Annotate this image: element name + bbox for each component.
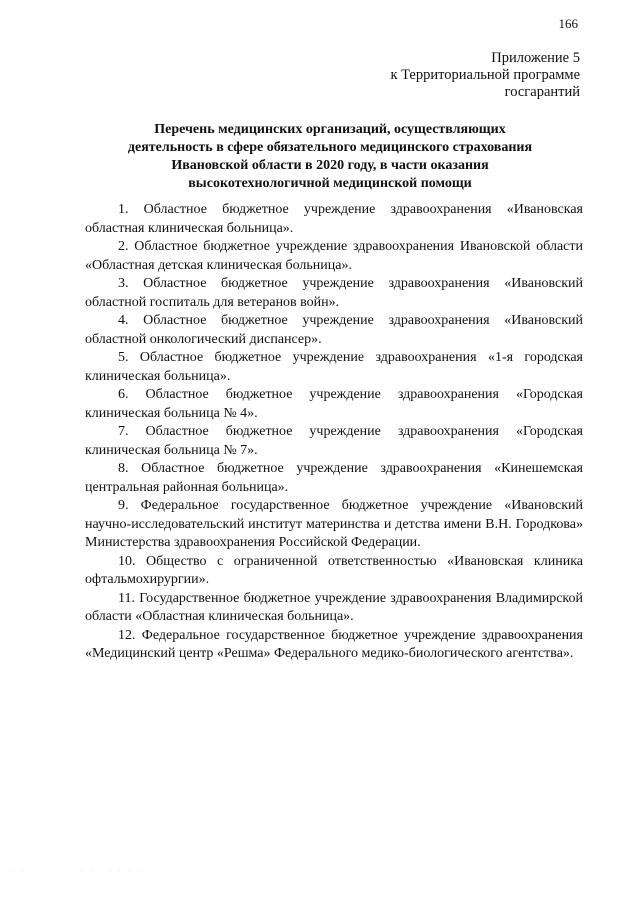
organizations-list <box>85 201 583 664</box>
title-line-4: высокотехнологичной медицинской помощи <box>188 176 472 191</box>
list-item: 2. Областное бюджетное учреждение здравоохранения Ивановской области «Областная детская клиническая больница». <box>85 239 583 273</box>
list-item: 8. Областное бюджетное учреждение здравоохранения «Кинешемская центральная районная больница». <box>85 461 583 495</box>
list-item: 5. Областное бюджетное учреждение здравоохранения «1-я городская клиническая больница». <box>85 350 583 384</box>
list-item: 9. Федеральное государственное бюджетное учреждение «Ивановский научно-исследовательский институт материнства и детства имени В.Н. Городкова» Министерства здравоохранения Российской Федерации. <box>85 498 583 550</box>
title-line-1: Перечень медицинских организаций, осуществляющих <box>154 122 506 137</box>
document-title <box>80 121 580 193</box>
title-line-3: Ивановской области в 2020 году, в части оказания <box>171 158 489 173</box>
appendix-line-1: Приложение 5 <box>491 50 580 66</box>
appendix-reference <box>320 50 580 101</box>
list-item: 12. Федеральное государственное бюджетное учреждение здравоохранения «Медицинский центр «Решма» Федерального медико-биологического агентства». <box>85 627 583 661</box>
page-number: 166 <box>558 16 578 31</box>
list-item: 6. Областное бюджетное учреждение здравоохранения «Городская клиническая больница № 4». <box>85 387 583 421</box>
list-item: 3. Областное бюджетное учреждение здравоохранения «Ивановский областной госпиталь для ветеранов войн». <box>85 276 583 310</box>
appendix-line-2: к Территориальной программе <box>390 67 580 83</box>
list-item: 11. Государственное бюджетное учреждение здравоохранения Владимирской области «Областная клиническая больница». <box>85 590 583 624</box>
list-item: 10. Общество с ограниченной ответственностью «Ивановская клиника офтальмохирургии». <box>85 553 583 587</box>
list-item: 4. Областное бюджетное учреждение здравоохранения «Ивановский областной онкологический диспансер». <box>85 313 583 347</box>
title-line-2: деятельность в сфере обязательного медицинского страхования <box>127 140 533 155</box>
list-item: 7. Областное бюджетное учреждение здравоохранения «Городская клиническая больница № 7». <box>85 424 583 458</box>
list-item: 1. Областное бюджетное учреждение здравоохранения «Ивановская областная клиническая больница». <box>85 202 583 236</box>
scan-artifact: · · · · · · · · · <box>12 868 143 874</box>
appendix-line-3: госгарантий <box>504 84 580 100</box>
